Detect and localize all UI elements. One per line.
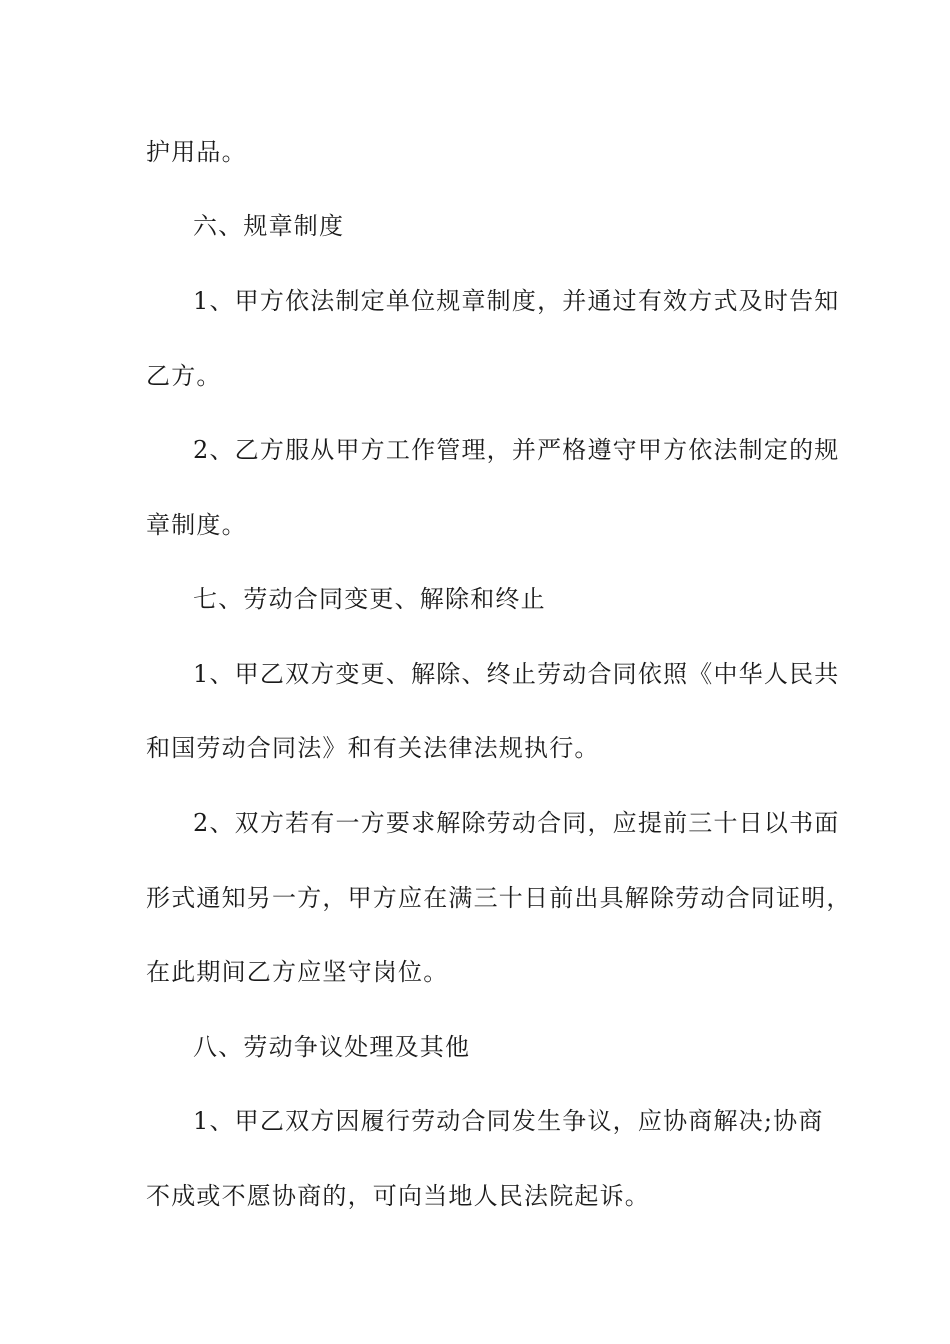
section-heading-rules: 六、规章制度 (193, 212, 345, 240)
paragraph-line: 2、乙方服从甲方工作管理，并严格遵守甲方依法制定的规 (193, 436, 840, 464)
paragraph-line: 不成或不愿协商的，可向当地人民法院起诉。 (146, 1182, 650, 1210)
paragraph-line: 章制度。 (146, 511, 247, 539)
section-heading-contract-change: 七、劳动合同变更、解除和终止 (193, 585, 546, 613)
paragraph-line: 1、甲乙双方因履行劳动合同发生争议，应协商解决;协商 (193, 1107, 824, 1135)
paragraph-line: 1、甲方依法制定单位规章制度，并通过有效方式及时告知 (193, 287, 840, 315)
paragraph-line: 2、双方若有一方要求解除劳动合同，应提前三十日以书面 (193, 809, 840, 837)
section-heading-labor-dispute: 八、劳动争议处理及其他 (193, 1033, 471, 1061)
paragraph-line: 乙方。 (146, 362, 222, 390)
paragraph-line: 形式通知另一方，甲方应在满三十日前出具解除劳动合同证明， (146, 884, 852, 912)
paragraph-line: 在此期间乙方应坚守岗位。 (146, 958, 449, 986)
paragraph-line: 护用品。 (146, 138, 247, 166)
paragraph-line: 1、甲乙双方变更、解除、终止劳动合同依照《中华人民共 (193, 660, 840, 688)
paragraph-line: 和国劳动合同法》和有关法律法规执行。 (146, 734, 600, 762)
